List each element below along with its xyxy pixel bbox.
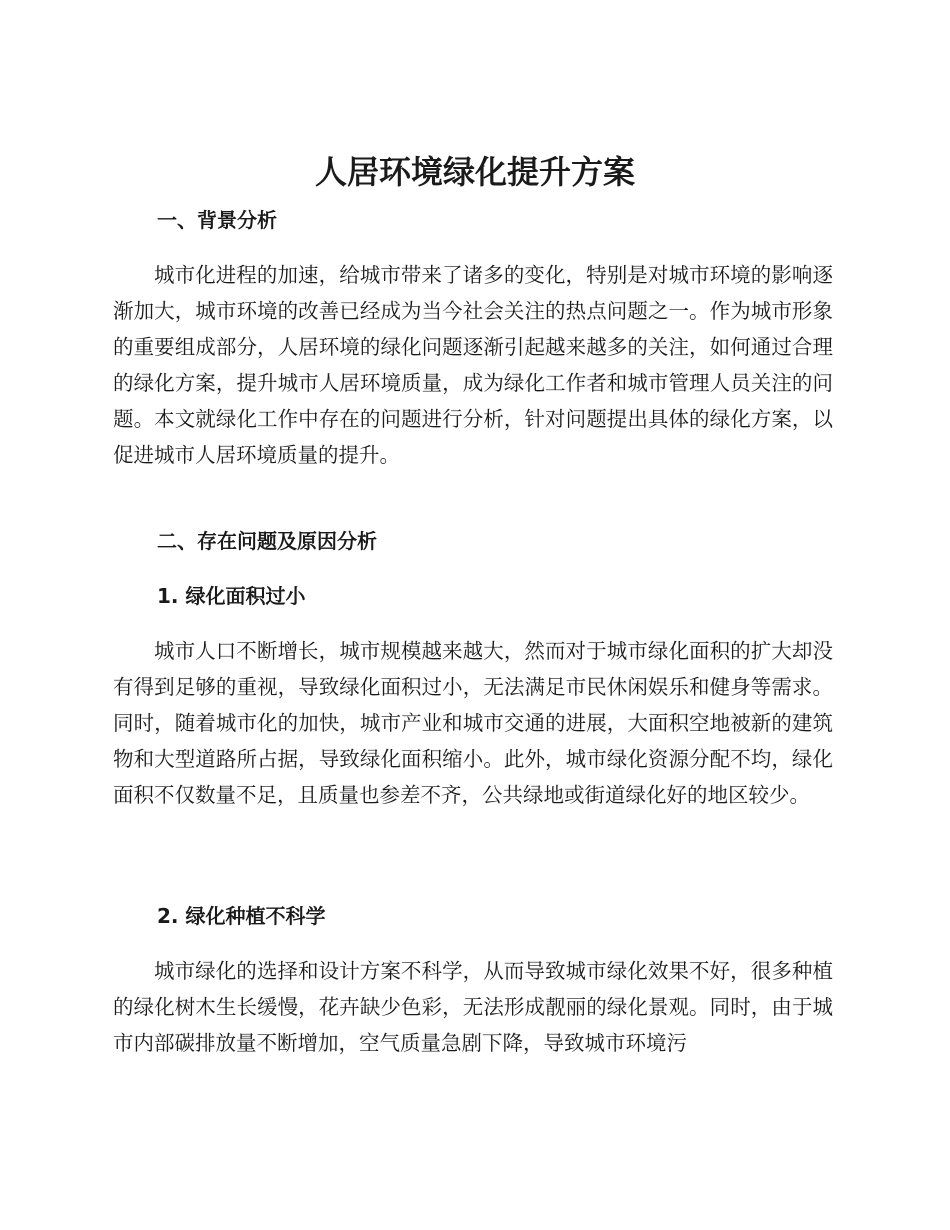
subsection-paragraph-green-area: 城市人口不断增长，城市规模越来越大，然而对于城市绿化面积的扩大却没有得到足够的重视，导致绿化面积过小，无法满足市民休闲娱乐和健身等需求。同时，随着城市化的加快，城市产业和城市交通的进展，大面积空地被新的建筑物和大型道路所占据，导致绿化面积缩小。此外，城市绿化资源分配不均，绿化面积不仅数量不足，且质量也参差不齐，公共绿地或街道绿化好的地区较少。 xyxy=(113,639,833,807)
document-title: 人居环境绿化提升方案 xyxy=(314,153,635,191)
section-paragraph-background: 城市化进程的加速，给城市带来了诸多的变化，特别是对城市环境的影响逐渐加大，城市环境的改善已经成为当今社会关注的热点问题之一。作为城市形象的重要组成部分，人居环境的绿化问题逐渐引起越来越多的关注，如何通过合理的绿化方案，提升城市人居环境质量，成为绿化工作者和城市管理人员关注的问题。本文就绿化工作中存在的问题进行分析，针对问题提出具体的绿化方案，以促进城市人居环境质量的提升。 xyxy=(113,263,833,467)
subsection-paragraph-planting: 城市绿化的选择和设计方案不科学，从而导致城市绿化效果不好，很多种植的绿化树木生长缓慢，花卉缺少色彩，无法形成靓丽的绿化景观。同时，由于城市内部碳排放量不断增加，空气质量急剧下降，导致城市环境污 xyxy=(113,959,833,1055)
subsection-heading-planting: 2. 绿化种植不科学 xyxy=(157,904,326,928)
subsection-heading-green-area: 1. 绿化面积过小 xyxy=(157,584,306,608)
section-heading-problems: 二、存在问题及原因分析 xyxy=(157,529,377,553)
section-heading-background: 一、背景分析 xyxy=(157,208,277,232)
